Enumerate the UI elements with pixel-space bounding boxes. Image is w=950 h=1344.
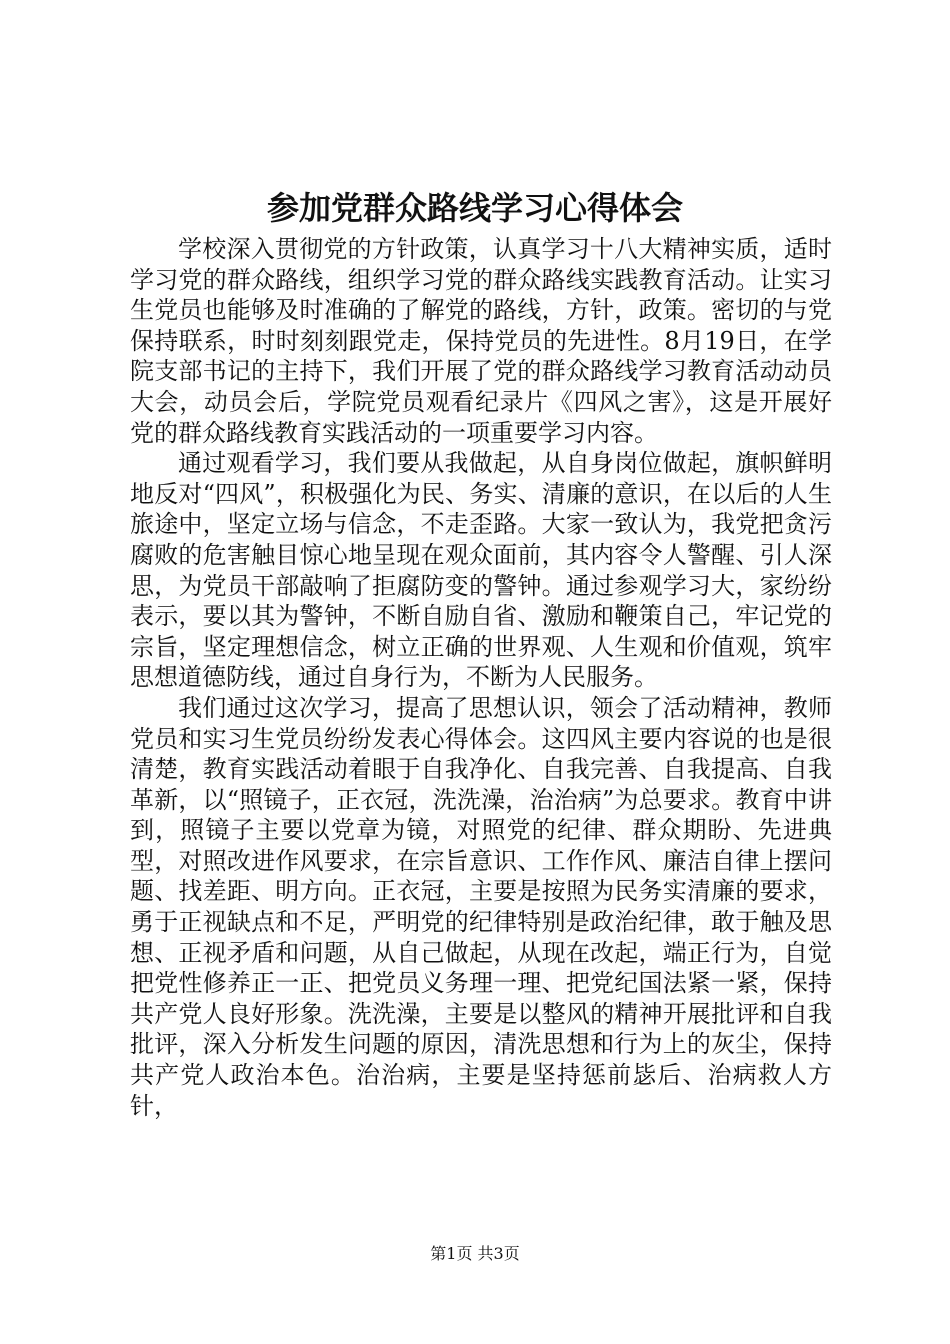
page-footer: 第1页 共3页 [430, 1244, 520, 1263]
document-body [130, 234, 832, 1121]
paragraph-1: 学校深入贯彻党的方针政策，认真学习十八大精神实质，适时学习党的群众路线，组织学习党的群众路线实践教育活动。让实习生党员也能够及时准确的了解党的路线，方针，政策。密切的与党保持联系，时时刻刻跟党走，保持党员的先进性。8月19日，在学院支部书记的主持下，我们开展了党的群众路线学习教育活动动员大会，动员会后，学院党员观看纪录片《四风之害》，这是开展好党的群众路线教育实践活动的一项重要学习内容。 [130, 235, 832, 447]
document-title: 参加党群众路线学习心得体会 [266, 189, 683, 227]
paragraph-2: 通过观看学习，我们要从我做起，从自身岗位做起，旗帜鲜明地反对“四风”，积极强化为民、务实、清廉的意识，在以后的人生旅途中，坚定立场与信念，不走歪路。大家一致认为，我党把贪污腐败的危害触目惊心地呈现在观众面前，其内容令人警醒、引人深思，为党员干部敲响了拒腐防变的警钟。通过参观学习大，家纷纷表示，要以其为警钟，不断自励自省、激励和鞭策自己，牢记党的宗旨，坚定理想信念，树立正确的世界观、人生观和价值观，筑牢思想道德防线，通过自身行为，不断为人民服务。 [130, 449, 832, 692]
paragraph-3: 我们通过这次学习，提高了思想认识，领会了活动精神，教师党员和实习生党员纷纷发表心得体会。这四风主要内容说的也是很清楚，教育实践活动着眼于自我净化、自我完善、自我提高、自我革新，以“照镜子，正衣冠，洗洗澡，治治病”为总要求。教育中讲到，照镜子主要以党章为镜，对照党的纪律、群众期盼、先进典型，对照改进作风要求，在宗旨意识、工作作风、廉洁自律上摆问题、找差距、明方向。正衣冠，主要是按照为民务实清廉的要求，勇于正视缺点和不足，严明党的纪律特别是政治纪律，敢于触及思想、正视矛盾和问题，从自己做起，从现在改起，端正行为，自觉把党性修养正一正、把党员义务理一理、把党纪国法紧一紧，保持共产党人良好形象。洗洗澡，主要是以整风的精神开展批评和自我批评，深入分析发生问题的原因，清洗思想和行为上的灰尘，保持共产党人政治本色。治治病，主要是坚持惩前毖后、治病救人方针， [130, 693, 832, 1120]
